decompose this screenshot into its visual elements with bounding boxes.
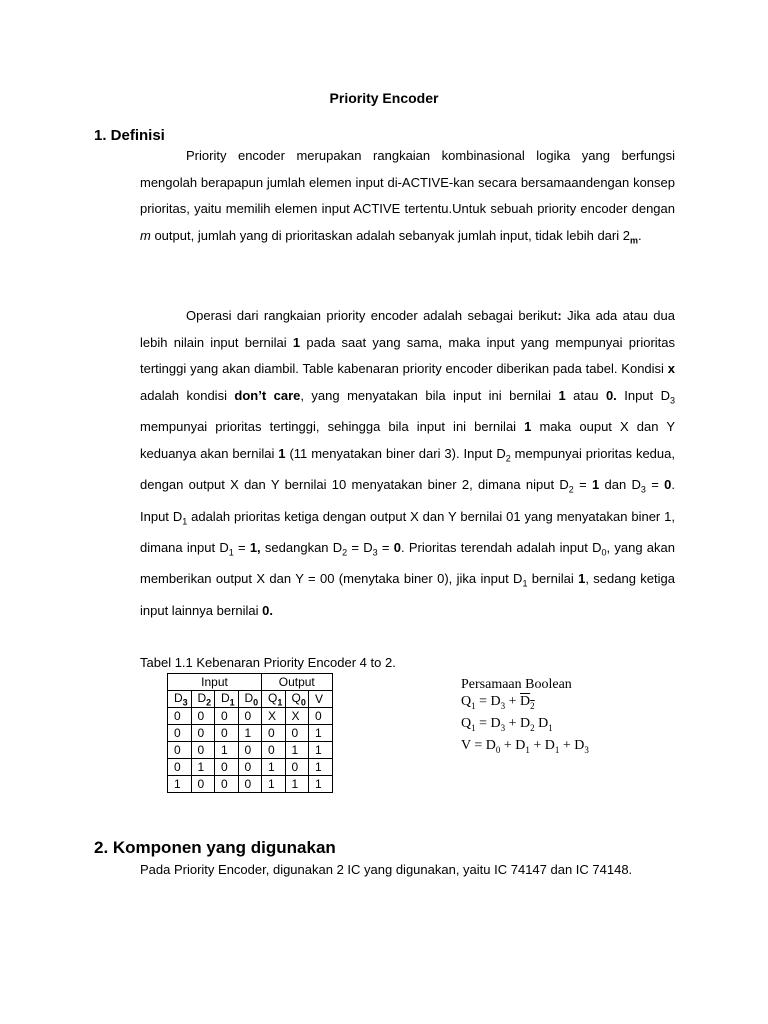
table-cell: 1 [262,776,286,793]
section-heading-komponen: 2. Komponen yang digunakan [94,838,336,857]
column-header: $D_1$ [215,691,239,708]
text-run: Operasi dari rangkaian priority encoder adalah sebagai berikut [186,308,558,323]
paragraph-definition [140,143,675,254]
column-header: $D_2$ [191,691,215,708]
column-header: $Q_0$ [285,691,309,708]
table-cell: 0 [215,708,239,725]
paragraph-komponen: Pada Priority Encoder, digunakan 2 IC yang digunakan, yaitu IC 74147 dan IC 74148. [140,862,633,877]
text-run: 1 [558,388,566,404]
text-run: sedangkan D [260,540,343,555]
text-run: Q [461,694,472,709]
text-run: . [638,228,642,244]
page-title: Priority Encoder [329,90,439,106]
table-cell: 0 [238,742,262,759]
text-run: 1 [471,722,476,733]
text-run: adalah kondisi [140,388,235,404]
table-cell: 1 [215,742,239,759]
text-run: V = D [461,737,496,753]
text-run: bernilai [527,571,579,587]
text-run: . Prioritas terendah adalah input D [401,540,602,555]
text-run: 3 [372,547,378,558]
table-cell: 0 [215,776,239,793]
text-run: 1 [524,419,532,435]
text-run: Priority encoder merupakan rangkaian kombinasional logika yang berfungsi mengolah berapapun jumlah elemen input di-ACTIVE-kan secara bersamaandengan konsep prioritas, yaitu memilih elemen input ACTIVE tertentu.Untuk sebuah priority encoder dengan [140,148,675,217]
text-run: 3 [669,395,675,406]
text-run: = [573,477,592,493]
text-run: mempunyai prioritas tertinggi, sehingga bila input ini bernilai [140,419,525,435]
table-cell: 1 [168,776,192,793]
text-run: , yang menyatakan bila input ini bernilai [300,388,559,404]
text-run: adalah prioritas ketiga dengan output X dan Y bernilai 01 yang menyatakan biner 1, dimana input D [140,508,675,555]
table-cell: 0 [238,759,262,776]
text-run: 0 [601,547,607,558]
text-run: = [645,477,665,493]
table-cell: 1 [309,776,333,793]
text-run: 3 [500,722,506,733]
boolean-equations [461,676,589,758]
text-run: 2 [530,722,535,733]
table-cell: 1 [191,759,215,776]
text-run: 0 [495,744,501,755]
table-cell: 1 [238,725,262,742]
table-cell: X [262,708,286,725]
table-row [168,742,333,759]
table-cell: 0 [191,776,215,793]
table-row [168,776,333,793]
text-run: 2 [568,485,574,495]
text-run: output, jumlah yang di prioritaskan adalah sebanyak jumlah input, tidak lebih dari 2 [150,228,630,244]
column-header: $D_3$ [168,691,192,708]
text-run: : [557,308,562,323]
column-header: V [309,691,333,708]
text-run: m [629,235,638,246]
text-run: don’t care [234,388,301,404]
text-run: 1 [592,477,600,493]
text-run: 1 [228,547,234,558]
boolean-eq-1 [461,693,589,715]
text-run: 0 [664,477,672,493]
column-header: $Q_1$ [262,691,286,708]
text-run: 0 [393,540,402,555]
text-run: 0. [605,388,617,404]
table-cell: X [285,708,309,725]
table-cell: 1 [309,742,333,759]
truth-table-body [168,708,333,793]
paragraph-definition-text [140,148,675,246]
table-cell: 0 [309,708,333,725]
text-run: = [233,540,250,555]
text-run: mempunyai prioritas kedua, dengan output X dan Y bernilai 10 menyatakan biner 2, dimana niput D [140,446,675,493]
text-run: D [534,715,549,731]
text-run: 3 [500,700,506,711]
table-row [168,725,333,742]
text-run: = D [475,715,501,731]
text-run: 1 [292,334,301,350]
group-header-input: Input [168,674,262,691]
table-cell: 0 [215,759,239,776]
text-run: m [140,228,151,244]
table-cell: 0 [168,725,192,742]
table-cell: 1 [285,742,309,759]
table-cell: 0 [238,776,262,793]
table-row [168,708,333,725]
text-run: x [667,361,675,377]
text-run: 2 [505,453,511,464]
text-run: Input D [616,388,670,404]
text-run: 1 [522,578,528,589]
table-row [168,759,333,776]
table-cell: 1 [309,759,333,776]
table-cell: 0 [191,742,215,759]
boolean-title: Persamaan Boolean [461,677,572,692]
group-header-output: Output [262,674,333,691]
truth-table [167,673,333,793]
text-run: dan D [599,477,641,493]
table-cell: 0 [168,708,192,725]
table-cell: 1 [285,776,309,793]
boolean-eq-2 [461,715,589,737]
text-run: , yang akan memberikan output X dan Y = 00 (menytaka biner 0), jika input D [140,540,675,587]
table-cell: 0 [215,725,239,742]
text-run: Q [461,715,472,731]
text-run: 1 [182,516,188,527]
table-cell: 0 [191,708,215,725]
text-run: 1 [548,722,553,733]
text-run: = D [475,694,501,709]
text-run: 2 [342,547,348,558]
text-run: 1, [249,540,261,555]
text-run: (11 menyatakan biner dari 3). Input D [285,446,506,462]
text-run: 1 [554,744,560,755]
section-heading-definisi: 1. Definisi [94,127,165,144]
text-run: = [377,540,394,555]
truth-table-header-row [168,691,333,708]
text-run: 1 [525,744,530,755]
text-run: . Input D [140,477,675,524]
table-cell: 1 [309,725,333,742]
text-run: 1 [471,700,476,711]
text-run: 1 [278,446,286,462]
column-header: $D_0$ [238,691,262,708]
text-run: D [520,694,531,709]
table-cell: 0 [285,725,309,742]
text-run: + D [505,715,531,731]
table-cell: 0 [262,725,286,742]
truth-table-group-row [168,674,333,691]
table-cell: 0 [168,759,192,776]
text-run: + [505,694,521,709]
table-cell: 0 [168,742,192,759]
text-run: + D [529,737,555,753]
table-cell: 0 [191,725,215,742]
table-cell: 0 [262,742,286,759]
text-run: maka ouput X dan Y keduanya akan bernilai [140,419,675,462]
text-run: 1 [578,571,586,587]
text-run: Jika ada atau dua lebih nilain input bernilai [140,308,675,350]
text-run: 2 [530,700,535,711]
text-run: 3 [640,485,646,495]
table-caption: Tabel 1.1 Kebenaran Priority Encoder 4 to 2. [140,655,396,670]
table-cell: 0 [285,759,309,776]
boolean-eq-3 [461,737,589,759]
text-run: + D [559,737,585,753]
paragraph-operation-text [140,308,675,618]
table-cell: 1 [262,759,286,776]
paragraph-operation [140,303,675,624]
text-run: atau [565,388,606,404]
text-run: = D [347,540,373,555]
text-run: 3 [584,744,589,755]
text-run: 0. [262,602,273,618]
text-run: pada saat yang sama, maka input yang mempunyai prioritas tertinggi yang akan diambil. Table kabenaran priority encoder diberikan pada tabel. Kondisi [140,334,675,377]
table-cell: 0 [238,708,262,725]
text-run: + D [500,737,526,753]
text-run: , sedang ketiga input lainnya bernilai [140,571,675,618]
